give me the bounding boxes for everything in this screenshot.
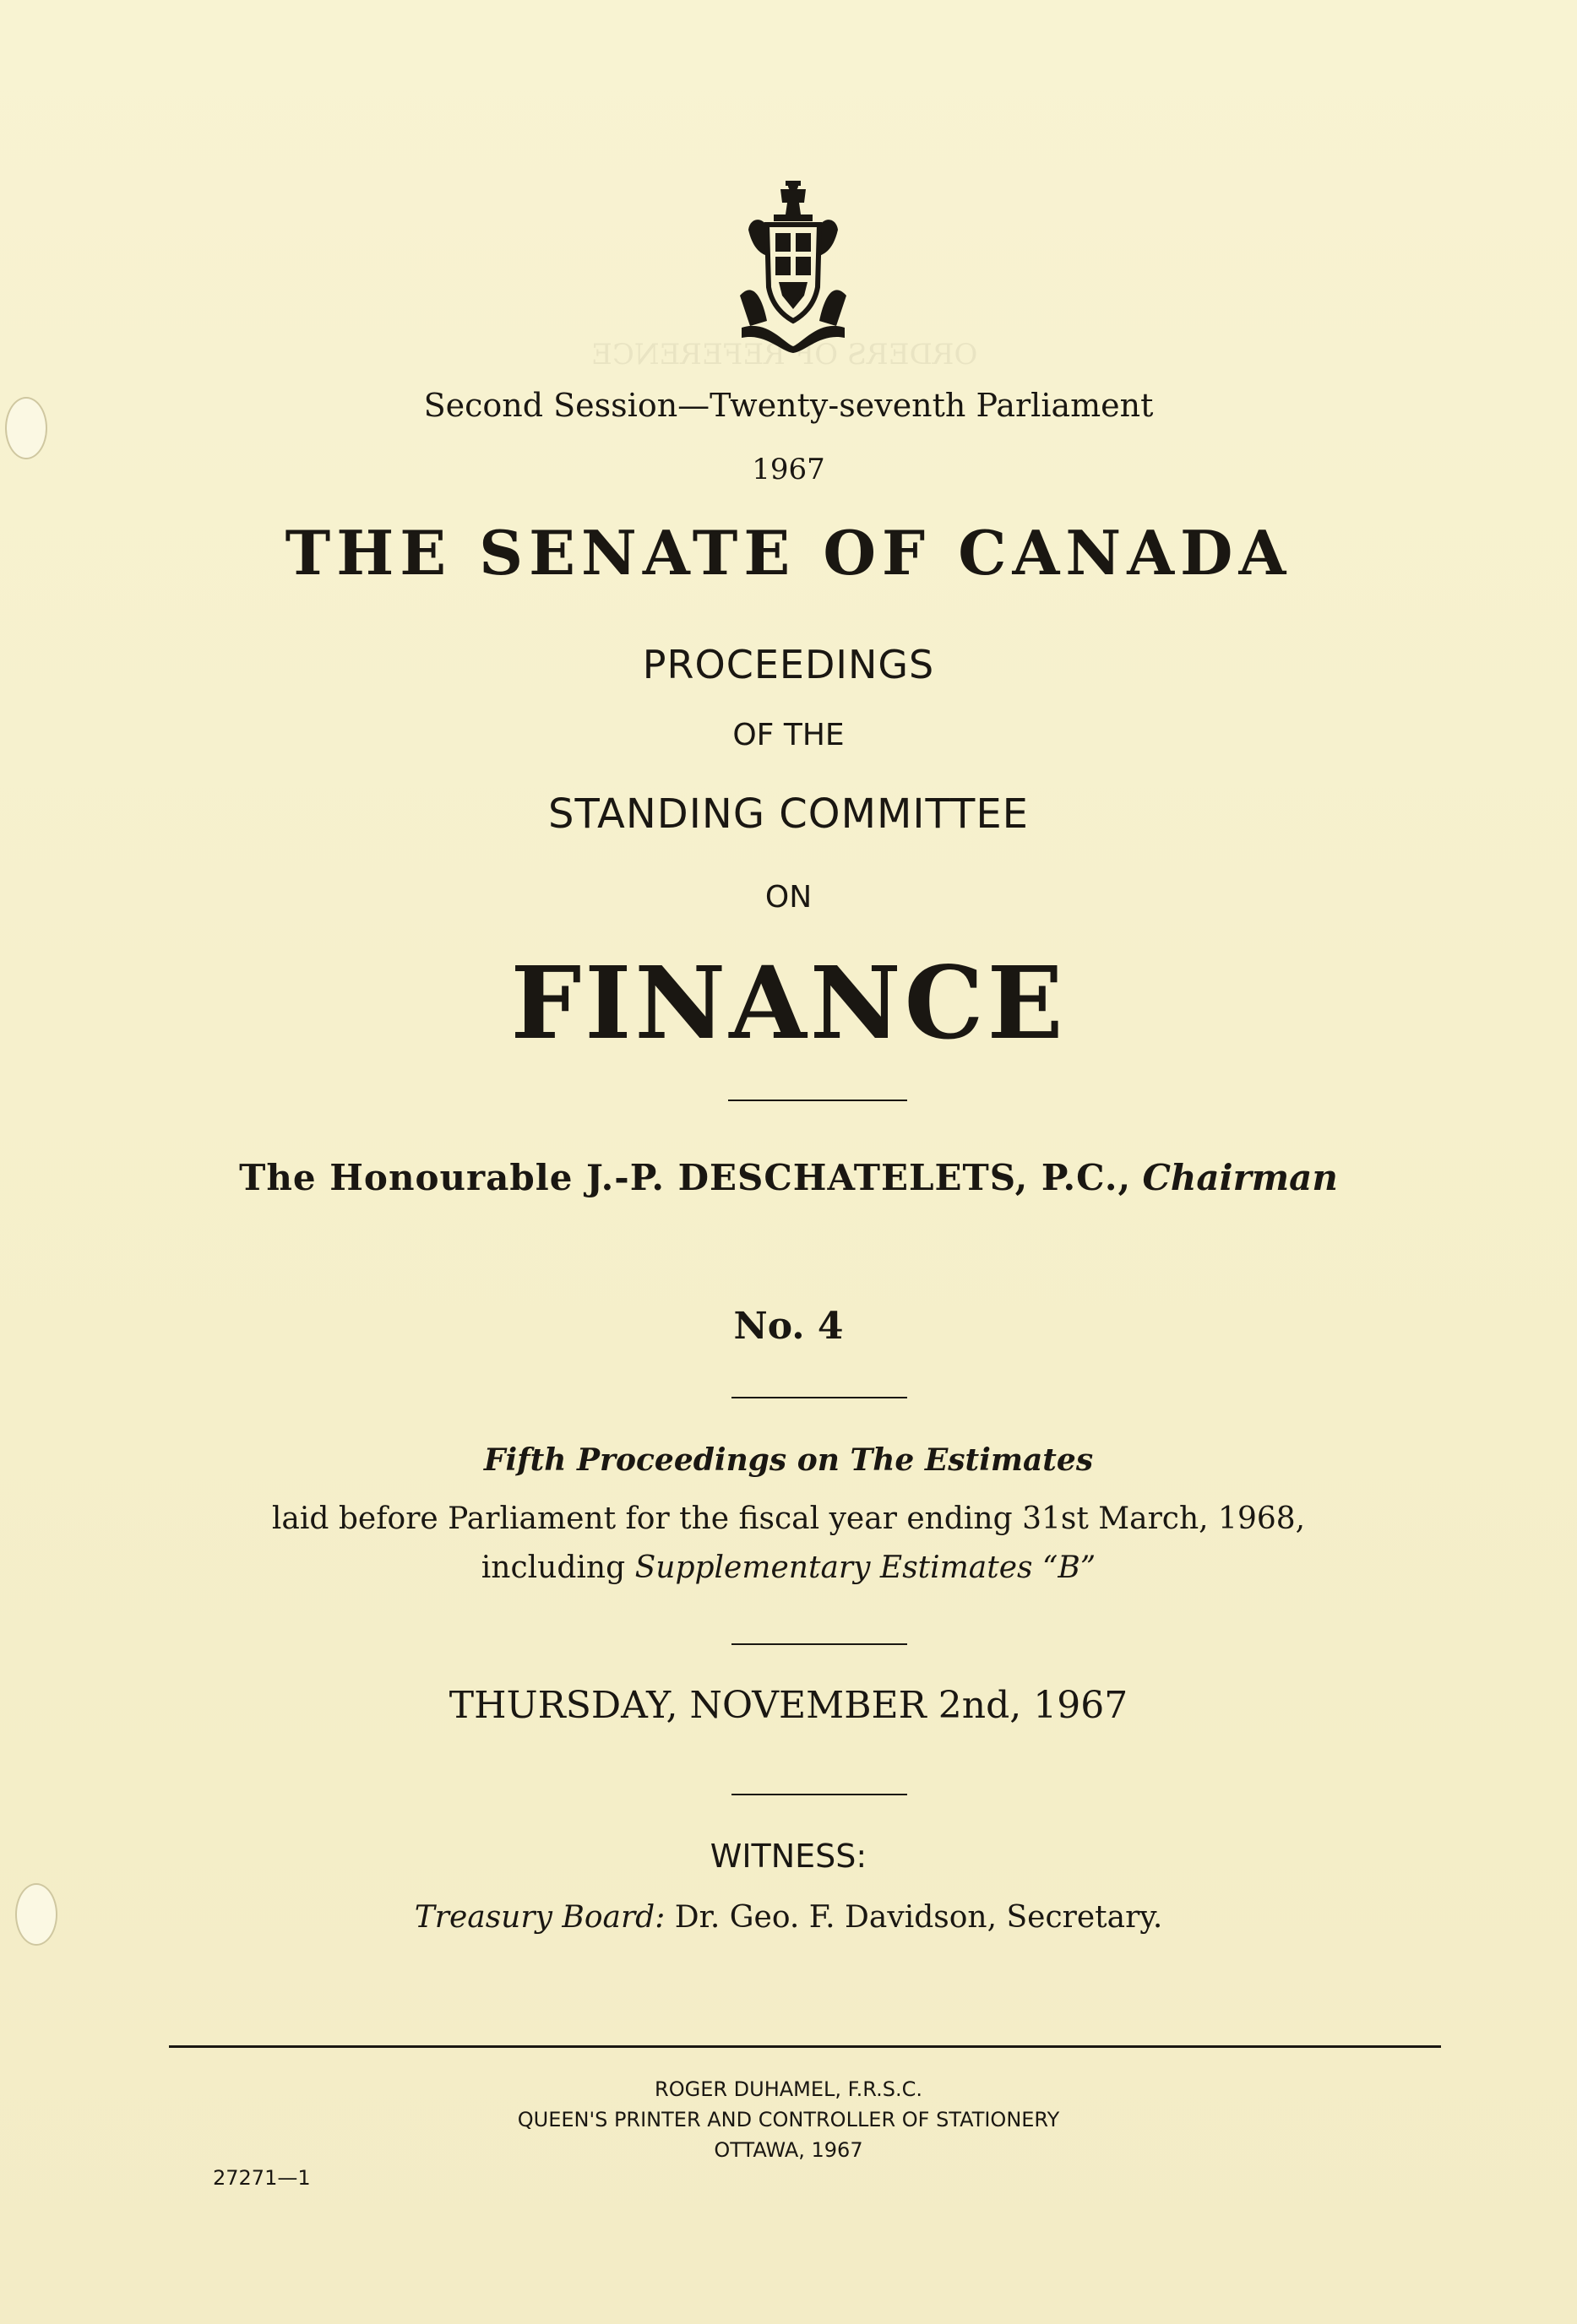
estimates-supplementary-name: Supplementary Estimates “B” <box>634 1550 1096 1585</box>
coat-of-arms-icon <box>733 177 853 355</box>
proceedings-heading: PROCEEDINGS <box>642 642 935 687</box>
estimates-description: laid before Parliament for the fiscal year ending 31st March, 1968, <box>271 1501 1306 1536</box>
of-the-text: OF THE <box>732 718 845 752</box>
committee-heading: STANDING COMMITTEE <box>547 790 1029 838</box>
printer-name: ROGER DUHAMEL, F.R.S.C. <box>655 2077 922 2101</box>
divider <box>731 1397 907 1398</box>
witness-line <box>0 1900 1577 1935</box>
estimates-supplementary <box>0 1550 1577 1585</box>
chairman-line <box>0 1157 1577 1198</box>
finance-title: FINANCE <box>510 944 1067 1062</box>
printer-title: QUEEN'S PRINTER AND CONTROLLER OF STATIONERY <box>517 2108 1060 2131</box>
senate-title: THE SENATE OF CANADA <box>285 517 1292 589</box>
session-line: Second Session—Twenty-seventh Parliament <box>423 387 1154 424</box>
issue-number: No. 4 <box>733 1305 844 1348</box>
printer-location: OTTAWA, 1967 <box>714 2138 863 2162</box>
meeting-date: THURSDAY, NOVEMBER 2nd, 1967 <box>449 1684 1128 1727</box>
chairman-title: Chairman <box>1142 1157 1338 1198</box>
witness-organization: Treasury Board: <box>414 1900 666 1935</box>
on-text: ON <box>764 880 813 915</box>
estimates-title: Fifth Proceedings on The Estimates <box>483 1442 1094 1478</box>
year: 1967 <box>752 453 825 486</box>
divider <box>731 1794 907 1795</box>
chairman-name: The Honourable J.-P. DESCHATELETS, P.C., <box>239 1157 1132 1198</box>
footer-rule <box>169 2045 1441 2048</box>
witness-person: Dr. Geo. F. Davidson, Secretary. <box>674 1900 1163 1935</box>
witness-heading: WITNESS: <box>710 1838 867 1875</box>
estimates-supplementary-prefix: including <box>481 1550 626 1585</box>
show-through-text: ORDERS OF REFERENCE <box>591 338 978 372</box>
divider <box>731 1643 907 1645</box>
divider <box>728 1100 907 1101</box>
document-code: 27271—1 <box>213 2166 311 2190</box>
